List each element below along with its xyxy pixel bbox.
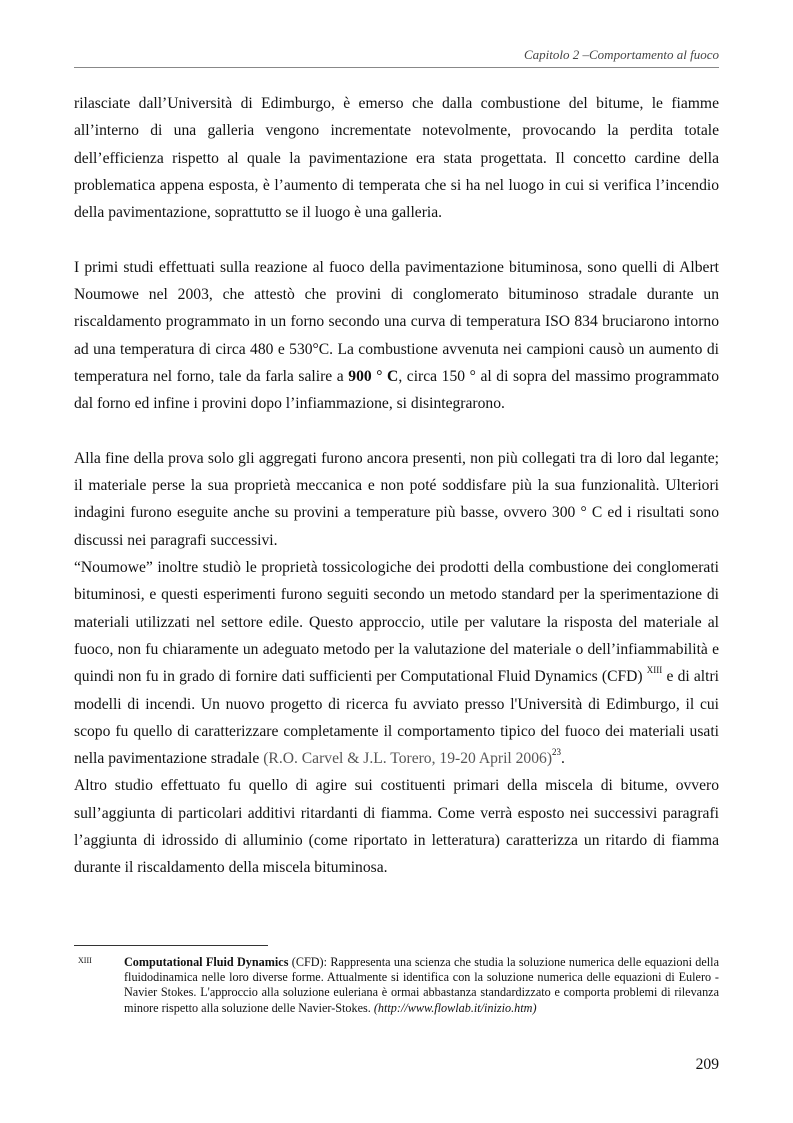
- paragraph-1: rilasciate dall’Università di Edimburgo, è emerso che dalla combustione del bitume, le fiamme all’interno di una galleria vengono incrementate notevolmente, provocando la perdita totale dell’efficienza rispetto al quale la pavimentazione era stata progettata. Il concetto cardine della problematica appena esposta, è l’aumento di temperata che si ha nel luogo in cui si verifica l’incendio della pavimentazione, soprattutto se il luogo è una galleria.: [74, 95, 719, 222]
- footnote-reference[interactable]: XIII: [646, 665, 663, 676]
- paragraph-4: [74, 554, 719, 772]
- footnote-url[interactable]: (http://www.flowlab.it/inizio.htm): [373, 1000, 537, 1015]
- paragraph-5: Altro studio effettuato fu quello di agire sui costituenti primari della miscela di bitume, ovvero sull’aggiunta di particolari additivi ritardanti di fiamma. Come verrà esposto nei successivi paragrafi l’aggiunta di idrossido di alluminio (come riportato in letteratura) caratterizza un ritardo di fiamma durante il riscaldamento della miscela bituminosa.: [74, 777, 719, 877]
- footnote-rule: [74, 945, 268, 946]
- paragraph-4-text-c: .: [561, 750, 565, 768]
- footnote-term: Computational Fluid Dynamics: [124, 955, 289, 969]
- paragraph-2-text-b: , circa 150 ° al di sopra del massimo programmato dal forno ed infine i provini dopo l’infiammazione, si disintegrarono.: [74, 367, 719, 413]
- page-number: 209: [695, 1056, 719, 1073]
- footnote: [74, 955, 719, 1016]
- temperature-highlight: 900 ° C: [348, 367, 399, 385]
- body-text: [74, 90, 719, 882]
- citation-number[interactable]: 23: [552, 746, 562, 757]
- citation: (R.O. Carvel & J.L. Torero, 19-20 April 2006): [263, 750, 553, 768]
- paragraph-4-text-b: e di altri modelli di incendi. Un nuovo progetto di ricerca fu avviato presso l'Università di Edimburgo, il cui scopo fu quello di caratterizzare completamente il comportamento tipico del fuoco dei materiali usati nella pavimentazione stradale: [74, 668, 719, 768]
- footnote-text: [124, 955, 719, 1016]
- header-rule: [74, 67, 719, 68]
- footnote-marker: XIII: [78, 956, 92, 965]
- paragraph-4-text-a: “Noumowe” inoltre studiò le proprietà tossicologiche dei prodotti della combustione dei conglomerati bituminosi, e questi esperimenti furono seguiti secondo un metodo standard per la sperimentazione di materiali utilizzati nel settore edile. Questo approccio, utile per valutare la risposta del materiale al fuoco, non fu chiaramente un adeguato metodo per la valutazione del materiale o dell’infiammabilità e quindi non fu in grado di fornire dati sufficienti per Computational Fluid Dynamics (CFD): [74, 559, 719, 686]
- paragraph-2-text-a: I primi studi effettuati sulla reazione al fuoco della pavimentazione bituminosa, sono quelli di Albert Noumowe nel 2003, che attestò che provini di conglomerato bituminoso stradale durante un riscaldamento programmato in un forno secondo una curva di temperatura ISO 834 bruciarono intorno ad una temperatura di circa 480 e 530°C. La combustione avvenuta nei campioni causò un aumento di temperatura nel forno, tale da farla salire a: [74, 258, 719, 385]
- paragraph-2: [74, 254, 719, 418]
- running-header: Capitolo 2 –Comportamento al fuoco: [524, 47, 719, 62]
- footnote-body: (CFD): Rappresenta una scienza che studia la soluzione numerica delle equazioni della fluidodinamica nelle loro diverse forme. Attualmente si identifica con la soluzione numerica delle equazioni di Eulero - Navier Stokes. L'approccio alla soluzione euleriana è ormai abbastanza standardizzato e comporta problemi di rilevanza minore rispetto alla soluzione delle Navier-Stokes.: [124, 955, 719, 1015]
- paragraph-3: Alla fine della prova solo gli aggregati furono ancora presenti, non più collegati tra di loro dal legante; il materiale perse la sua proprietà meccanica e non poté soddisfare più la sua funzionalità. Ulteriori indagini furono eseguite anche su provini a temperature più basse, ovvero 300 ° C ed i risultati sono discussi nei paragrafi successivi.: [74, 449, 719, 549]
